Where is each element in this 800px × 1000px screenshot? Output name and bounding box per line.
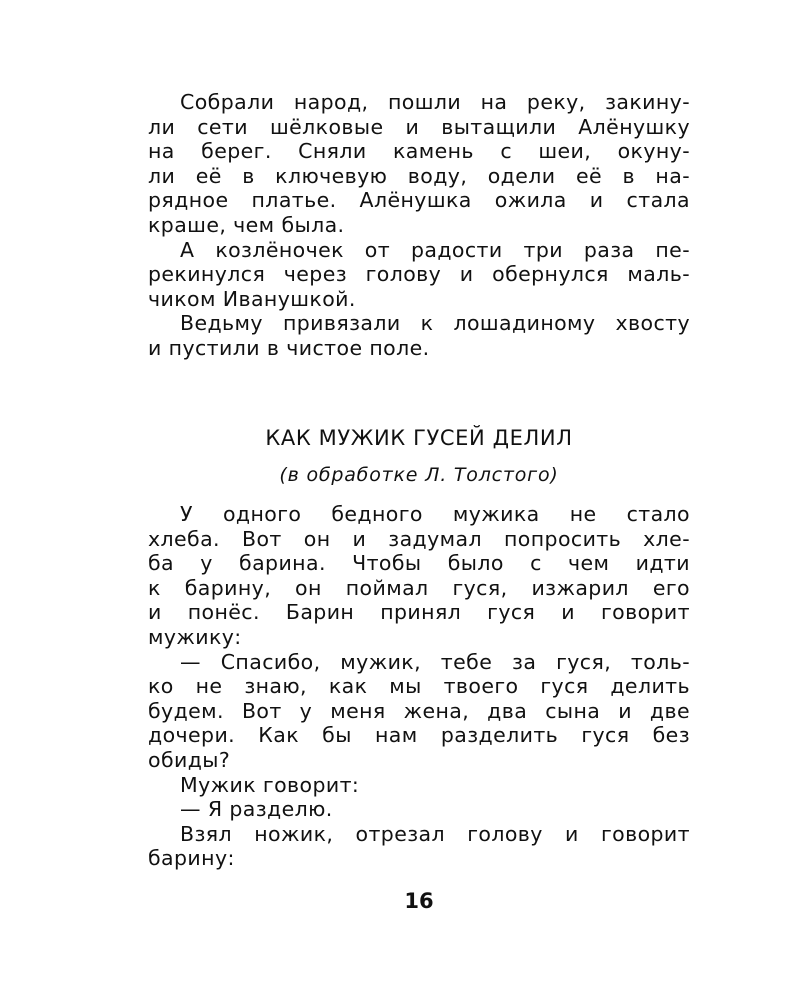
- text-line: и понёс. Барин принял гуся и говорит: [148, 600, 690, 625]
- text-line: и пустили в чистое поле.: [148, 335, 430, 360]
- page-number: 16: [404, 889, 434, 913]
- text-line: ли её в ключевую воду, одели её в на-: [148, 163, 690, 188]
- text-line: к барину, он поймал гуся, изжарил его: [148, 575, 690, 600]
- text-line: на берег. Сняли камень с шеи, окуну-: [148, 139, 690, 164]
- text-line: рядное платье. Алёнушка ожила и стала: [148, 188, 690, 213]
- story-subtitle: (в обработке Л. Толстого): [279, 464, 559, 486]
- text-line: краше, чем была.: [148, 212, 345, 237]
- text-line: хлеба. Вот он и задумал попросить хле-: [148, 526, 690, 551]
- text-line: Собрали народ, пошли на реку, закину-: [180, 90, 690, 114]
- text-line: мужику:: [148, 624, 242, 649]
- story-ending-text: [148, 90, 690, 361]
- text-line: У одного бедного мужика не стало: [180, 502, 690, 526]
- text-line: дочери. Как бы нам разделить гуся без: [148, 723, 690, 748]
- text-line: ли сети шёлковые и вытащили Алёнушку: [148, 114, 690, 139]
- text-line: А козлёночек от радости три раза пе-: [180, 237, 690, 262]
- story-beginning-text: [148, 502, 690, 871]
- text-line: чиком Иванушкой.: [148, 286, 356, 311]
- text-line: — Спасибо, мужик, тебе за гуся, толь-: [180, 649, 690, 674]
- text-line: ко не знаю, как мы твоего гуся делить: [148, 674, 690, 699]
- text-line: Взял ножик, отрезал голову и говорит: [180, 821, 690, 846]
- story-title: КАК МУЖИК ГУСЕЙ ДЕЛИЛ: [265, 426, 573, 450]
- text-line: Ведьму привязали к лошадиному хвосту: [180, 311, 690, 336]
- text-line: барину:: [148, 846, 235, 871]
- text-line: будем. Вот у меня жена, два сына и две: [148, 698, 690, 723]
- text-line: обиды?: [148, 747, 231, 772]
- text-line: Мужик говорит:: [180, 772, 360, 797]
- text-line: рекинулся через голову и обернулся маль-: [148, 262, 690, 287]
- text-line: — Я разделю.: [180, 797, 333, 822]
- text-line: ба у барина. Чтобы было с чем идти: [148, 551, 690, 576]
